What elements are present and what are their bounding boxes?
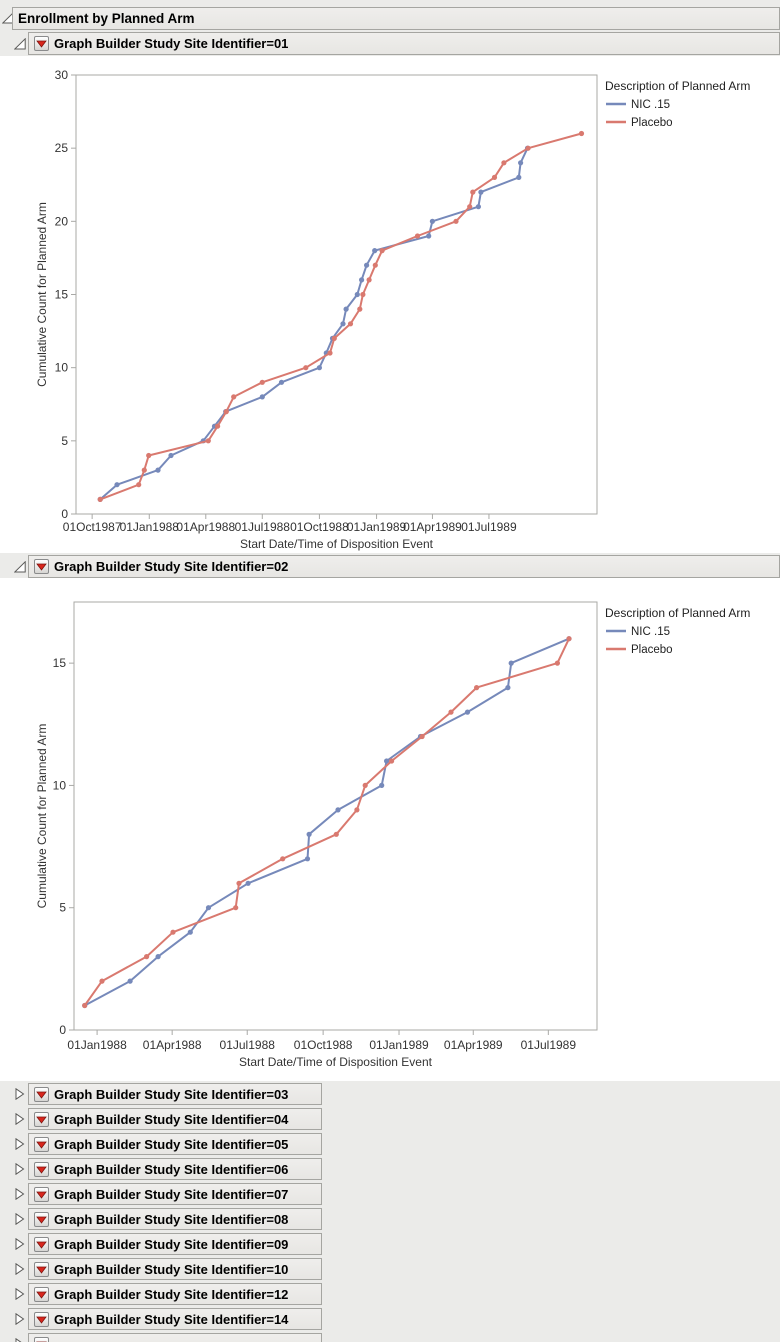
- data-point-marker[interactable]: [526, 146, 531, 151]
- disclosure-collapsed-icon-08[interactable]: [14, 1213, 26, 1225]
- data-point-marker[interactable]: [470, 190, 475, 195]
- disclosure-collapsed-icon-next[interactable]: [14, 1338, 26, 1342]
- x-tick-label[interactable]: 01Oct1988: [293, 1038, 353, 1052]
- data-point-marker[interactable]: [360, 292, 365, 297]
- x-tick-label[interactable]: 01Apr1988: [142, 1038, 202, 1052]
- data-point-marker[interactable]: [492, 175, 497, 180]
- data-point-marker[interactable]: [389, 758, 394, 763]
- data-point-marker[interactable]: [354, 807, 359, 812]
- data-point-marker[interactable]: [335, 807, 340, 812]
- chart-panel-background: [0, 56, 780, 553]
- red-triangle-menu-button-04[interactable]: [34, 1112, 49, 1127]
- data-point-marker[interactable]: [364, 263, 369, 268]
- y-tick-label[interactable]: 10: [54, 360, 68, 375]
- x-tick-label[interactable]: 01Jul1988: [234, 520, 290, 534]
- data-point-marker[interactable]: [430, 219, 435, 224]
- data-point-marker[interactable]: [206, 905, 211, 910]
- data-point-marker[interactable]: [367, 277, 372, 282]
- section-header-08: [28, 1208, 322, 1230]
- data-point-marker[interactable]: [99, 979, 104, 984]
- section-header-label-08: Graph Builder Study Site Identifier=08: [54, 1211, 289, 1227]
- menu-triangle-icon: [35, 37, 48, 50]
- data-point-marker[interactable]: [231, 394, 236, 399]
- section-header-06: [28, 1158, 322, 1180]
- legend-label-placebo[interactable]: Placebo: [631, 644, 673, 656]
- section-header-label-10: Graph Builder Study Site Identifier=10: [54, 1261, 289, 1277]
- data-point-marker[interactable]: [373, 263, 378, 268]
- y-tick-label[interactable]: 0: [61, 507, 68, 521]
- x-tick-label[interactable]: 01Jan1988: [119, 520, 179, 534]
- data-point-marker[interactable]: [566, 636, 571, 641]
- data-point-marker[interactable]: [170, 930, 175, 935]
- section-header-label-07: Graph Builder Study Site Identifier=07: [54, 1186, 289, 1202]
- data-point-marker[interactable]: [426, 233, 431, 238]
- red-triangle-menu-button-09[interactable]: [34, 1237, 49, 1252]
- data-point-marker[interactable]: [478, 190, 483, 195]
- section-header-label-01: Graph Builder Study Site Identifier=01: [54, 36, 289, 51]
- data-point-marker[interactable]: [98, 497, 103, 502]
- red-triangle-menu-button-10[interactable]: [34, 1262, 49, 1277]
- menu-triangle-icon: [35, 1163, 48, 1176]
- y-axis-title[interactable]: Cumulative Count for Planned Arm: [35, 202, 49, 387]
- data-point-marker[interactable]: [144, 954, 149, 959]
- data-point-marker[interactable]: [579, 131, 584, 136]
- x-tick-label[interactable]: 01Jan1988: [67, 1038, 127, 1052]
- x-tick-label[interactable]: 01Jan1989: [369, 1038, 429, 1052]
- data-point-marker[interactable]: [307, 832, 312, 837]
- data-point-marker[interactable]: [246, 881, 251, 886]
- disclosure-collapsed-icon-10[interactable]: [14, 1263, 26, 1275]
- graph-builder-chart-site-01: [0, 56, 780, 553]
- disclosure-collapsed-icon-14[interactable]: [14, 1313, 26, 1325]
- legend-label-nic-15[interactable]: NIC .15: [631, 626, 670, 638]
- x-tick-label[interactable]: 01Jul1988: [219, 1038, 275, 1052]
- red-triangle-menu-button-07[interactable]: [34, 1187, 49, 1202]
- red-triangle-menu-button-06[interactable]: [34, 1162, 49, 1177]
- data-point-marker[interactable]: [380, 248, 385, 253]
- data-point-marker[interactable]: [156, 954, 161, 959]
- y-tick-label[interactable]: 15: [52, 656, 66, 671]
- section-header-12: [28, 1283, 322, 1305]
- red-triangle-menu-button-01[interactable]: [34, 36, 49, 51]
- menu-triangle-icon: [35, 1313, 48, 1326]
- red-triangle-menu-button-08[interactable]: [34, 1212, 49, 1227]
- section-header-label-03: Graph Builder Study Site Identifier=03: [54, 1086, 289, 1102]
- menu-triangle-icon: [35, 1338, 48, 1342]
- y-tick-label[interactable]: 20: [54, 214, 68, 229]
- data-point-marker[interactable]: [359, 277, 364, 282]
- red-triangle-menu-button-12[interactable]: [34, 1287, 49, 1302]
- disclosure-collapsed-icon-03[interactable]: [14, 1088, 26, 1100]
- x-axis-title[interactable]: Start Date/Time of Disposition Event: [240, 537, 433, 551]
- legend-label-placebo[interactable]: Placebo: [631, 117, 673, 129]
- section-header-label-04: Graph Builder Study Site Identifier=04: [54, 1111, 289, 1127]
- data-point-marker[interactable]: [415, 233, 420, 238]
- data-point-marker[interactable]: [280, 856, 285, 861]
- data-point-marker[interactable]: [236, 881, 241, 886]
- data-point-marker[interactable]: [188, 930, 193, 935]
- data-point-marker[interactable]: [114, 482, 119, 487]
- data-point-marker[interactable]: [233, 905, 238, 910]
- data-point-marker[interactable]: [344, 307, 349, 312]
- menu-triangle-icon: [35, 1113, 48, 1126]
- section-header-01: [28, 32, 780, 55]
- menu-triangle-icon: [35, 1138, 48, 1151]
- data-point-marker[interactable]: [476, 204, 481, 209]
- legend-title: Description of Planned Arm: [605, 79, 751, 93]
- red-triangle-menu-button-05[interactable]: [34, 1137, 49, 1152]
- data-point-marker[interactable]: [215, 424, 220, 429]
- y-tick-label[interactable]: 30: [54, 68, 68, 82]
- section-header-14: [28, 1308, 322, 1330]
- data-point-marker[interactable]: [260, 380, 265, 385]
- x-tick-label[interactable]: 01Apr1988: [176, 520, 236, 534]
- data-point-marker[interactable]: [379, 783, 384, 788]
- data-point-marker[interactable]: [420, 734, 425, 739]
- data-point-marker[interactable]: [372, 248, 377, 253]
- red-triangle-menu-button-14[interactable]: [34, 1312, 49, 1327]
- data-point-marker[interactable]: [357, 307, 362, 312]
- data-point-marker[interactable]: [363, 783, 368, 788]
- data-point-marker[interactable]: [467, 204, 472, 209]
- section-header-label-12: Graph Builder Study Site Identifier=12: [54, 1286, 289, 1302]
- section-header-02: [28, 555, 780, 578]
- data-point-marker[interactable]: [465, 710, 470, 715]
- menu-triangle-icon: [35, 1188, 48, 1201]
- data-point-marker[interactable]: [501, 160, 506, 165]
- x-tick-label[interactable]: 01Jul1989: [461, 520, 517, 534]
- data-point-marker[interactable]: [516, 175, 521, 180]
- graph-builder-chart-site-02: [0, 578, 780, 1081]
- data-point-marker[interactable]: [260, 394, 265, 399]
- y-tick-label[interactable]: 5: [61, 433, 68, 448]
- menu-triangle-icon: [35, 1288, 48, 1301]
- legend-title: Description of Planned Arm: [605, 606, 751, 620]
- section-header-05: [28, 1133, 322, 1155]
- section-header-09: [28, 1233, 322, 1255]
- disclosure-collapsed-icon-12[interactable]: [14, 1288, 26, 1300]
- data-point-marker[interactable]: [82, 1003, 87, 1008]
- red-triangle-menu-button-02[interactable]: [34, 559, 49, 574]
- disclosure-collapsed-icon-05[interactable]: [14, 1138, 26, 1150]
- data-point-marker[interactable]: [448, 710, 453, 715]
- x-tick-label[interactable]: 01Oct1987: [62, 520, 122, 534]
- disclosure-open-icon-02[interactable]: [14, 561, 26, 573]
- y-tick-label[interactable]: 25: [54, 141, 68, 156]
- menu-triangle-icon: [35, 1238, 48, 1251]
- disclosure-open-icon-01[interactable]: [14, 38, 26, 50]
- x-tick-label[interactable]: 01Apr1989: [443, 1038, 503, 1052]
- data-point-marker[interactable]: [155, 468, 160, 473]
- data-point-marker[interactable]: [518, 160, 523, 165]
- menu-triangle-icon: [35, 1088, 48, 1101]
- section-header-label-14: Graph Builder Study Site Identifier=14: [54, 1311, 289, 1327]
- data-point-marker[interactable]: [474, 685, 479, 690]
- x-axis-title[interactable]: Start Date/Time of Disposition Event: [239, 1055, 432, 1069]
- data-point-marker[interactable]: [206, 438, 211, 443]
- data-point-marker[interactable]: [348, 321, 353, 326]
- data-point-marker[interactable]: [332, 336, 337, 341]
- menu-triangle-icon: [35, 560, 48, 573]
- section-header-label-02: Graph Builder Study Site Identifier=02: [54, 559, 289, 574]
- data-point-marker[interactable]: [146, 453, 151, 458]
- section-header-label-06: Graph Builder Study Site Identifier=06: [54, 1161, 289, 1177]
- data-point-marker[interactable]: [128, 979, 133, 984]
- data-point-marker[interactable]: [136, 482, 141, 487]
- x-tick-label[interactable]: 01Oct1988: [290, 520, 349, 534]
- y-tick-label[interactable]: 10: [52, 778, 66, 793]
- data-point-marker[interactable]: [340, 321, 345, 326]
- disclosure-collapsed-icon-06[interactable]: [14, 1163, 26, 1175]
- data-point-marker[interactable]: [555, 661, 560, 666]
- data-point-marker[interactable]: [142, 468, 147, 473]
- data-point-marker[interactable]: [224, 409, 229, 414]
- data-point-marker[interactable]: [168, 453, 173, 458]
- y-tick-label[interactable]: 15: [54, 287, 68, 302]
- data-point-marker[interactable]: [279, 380, 284, 385]
- y-axis-title[interactable]: Cumulative Count for Planned Arm: [35, 723, 49, 909]
- data-point-marker[interactable]: [453, 219, 458, 224]
- disclosure-collapsed-icon-09[interactable]: [14, 1238, 26, 1250]
- section-header-next: [28, 1333, 322, 1342]
- data-point-marker[interactable]: [305, 856, 310, 861]
- section-header-04: [28, 1108, 322, 1130]
- x-tick-label[interactable]: 01Jul1989: [520, 1038, 577, 1052]
- report-title-bar[interactable]: [12, 7, 780, 30]
- data-point-marker[interactable]: [327, 350, 332, 355]
- disclosure-collapsed-icon-04[interactable]: [14, 1113, 26, 1125]
- data-point-marker[interactable]: [355, 292, 360, 297]
- y-tick-label[interactable]: 5: [59, 900, 66, 915]
- section-header-10: [28, 1258, 322, 1280]
- page-title: Enrollment by Planned Arm: [18, 11, 195, 26]
- data-point-marker[interactable]: [303, 365, 308, 370]
- disclosure-collapsed-icon-07[interactable]: [14, 1188, 26, 1200]
- menu-triangle-icon: [35, 1263, 48, 1276]
- x-tick-label[interactable]: 01Jan1989: [346, 520, 407, 534]
- data-point-marker[interactable]: [509, 661, 514, 666]
- data-point-marker[interactable]: [317, 365, 322, 370]
- section-header-07: [28, 1183, 322, 1205]
- y-tick-label[interactable]: 0: [59, 1023, 66, 1037]
- menu-triangle-icon: [35, 1213, 48, 1226]
- legend-label-nic-15[interactable]: NIC .15: [631, 99, 670, 111]
- data-point-marker[interactable]: [505, 685, 510, 690]
- data-point-marker[interactable]: [334, 832, 339, 837]
- section-header-label-09: Graph Builder Study Site Identifier=09: [54, 1236, 289, 1252]
- red-triangle-menu-button-03[interactable]: [34, 1087, 49, 1102]
- section-header-label-05: Graph Builder Study Site Identifier=05: [54, 1136, 289, 1152]
- x-tick-label[interactable]: 01Apr1989: [403, 520, 462, 534]
- red-triangle-menu-button-next[interactable]: [34, 1337, 49, 1342]
- section-header-03: [28, 1083, 322, 1105]
